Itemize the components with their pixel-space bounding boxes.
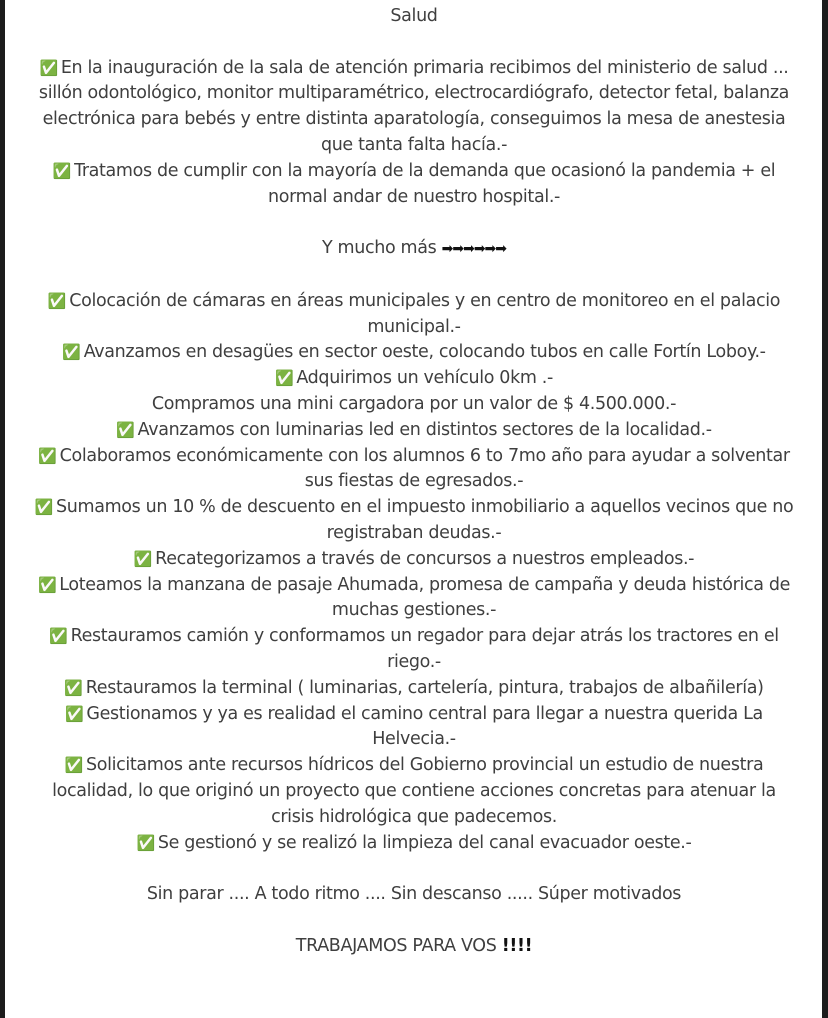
check-mark-icon: ✅ xyxy=(52,161,72,180)
spacer xyxy=(32,908,796,934)
loader-purchase-line: Compramos una mini cargadora por un valor de $ 4.500.000.- xyxy=(151,393,677,414)
check-mark-icon: ✅ xyxy=(64,678,83,697)
check-mark-icon: ✅ xyxy=(62,343,81,362)
spacer xyxy=(32,263,796,289)
achievement-item: ✅ Restauramos la terminal ( luminarias, cartelería, pintura, trabajos de albañilería) xyxy=(64,677,764,698)
check-mark-icon: ✅ xyxy=(37,575,57,594)
achievement-item: ✅ Restauramos camión y conformamos un regador para dejar atrás los tractores en el riego.- xyxy=(49,626,779,672)
right-frame-edge xyxy=(822,0,828,1018)
salud-item: ✅ Tratamos de cumplir con la mayoría de la demanda que ocasionó la pandemia + el normal andar de nuestro hospital.- xyxy=(52,160,776,207)
check-mark-icon: ✅ xyxy=(275,369,294,388)
check-mark-icon: ✅ xyxy=(47,291,67,310)
achievement-item: ✅ Recategorizamos a través de concursos a nuestros empleados.- xyxy=(133,548,695,569)
check-mark-icon: ✅ xyxy=(64,756,83,775)
spacer xyxy=(32,30,796,56)
spacer xyxy=(32,210,796,236)
achievement-item: ✅ Adquirimos un vehículo 0km .- xyxy=(275,368,553,389)
achievement-item: ✅ Se gestionó y se realizó la limpieza del canal evacuador oeste.- xyxy=(136,832,692,853)
check-mark-icon: ✅ xyxy=(133,549,153,568)
left-frame-edge xyxy=(0,0,5,1018)
check-mark-icon: ✅ xyxy=(38,446,57,465)
more-line: Y mucho más ➡➡➡➡➡➡ xyxy=(321,238,507,259)
check-mark-icon: ✅ xyxy=(136,833,155,852)
document-body xyxy=(32,4,796,959)
achievement-item: ✅ Colocación de cámaras en áreas municipales y en centro de monitoreo en el palacio municipal.- xyxy=(47,290,781,337)
exclamation-emphasis: !!!! xyxy=(501,935,533,956)
achievement-item: ✅ Gestionamos y ya es realidad el camino central para llegar a nuestra querida La Helvecia.- xyxy=(65,703,763,750)
achievement-item: ✅ Colaboramos económicamente con los alumnos 6 to 7mo año para ayudar a solventar sus fiestas de egresados.- xyxy=(38,445,790,492)
closing-line: TRABAJAMOS PARA VOS !!!! xyxy=(295,935,533,956)
check-mark-icon: ✅ xyxy=(49,627,68,646)
check-mark-icon: ✅ xyxy=(34,498,54,517)
right-arrows-icon: ➡➡➡➡➡➡ xyxy=(441,241,507,258)
section-heading: Salud xyxy=(390,6,438,26)
achievement-item: ✅ Solicitamos ante recursos hídricos del Gobierno provincial un estudio de nuestra localidad, lo que originó un proyecto que contiene acciones concretas para atenuar la crisis hidrológica que padecemos. xyxy=(52,755,776,827)
check-mark-icon: ✅ xyxy=(65,704,84,723)
achievement-item: ✅ Sumamos un 10 % de descuento en el impuesto inmobiliario a aquellos vecinos que no registraban deudas.- xyxy=(34,497,794,543)
achievement-item: ✅ Avanzamos con luminarias led en distintos sectores de la localidad.- xyxy=(116,419,712,440)
check-mark-icon: ✅ xyxy=(116,420,135,439)
achievement-item: ✅ Avanzamos en desagües en sector oeste, colocando tubos en calle Fortín Loboy.- xyxy=(62,342,766,363)
motto-line: Sin parar .... A todo ritmo .... Sin descanso ..... Súper motivados xyxy=(146,884,682,905)
salud-item: ✅ En la inauguración de la sala de atención primaria recibimos del ministerio de salud ... sillón odontológico, monitor multiparamétrico, electrocardiógrafo, detector fetal, balanza electrónica para bebés y entre distinta aparatología, conseguimos la mesa de anestesia que tanta falta hacía.- xyxy=(38,57,790,155)
spacer xyxy=(32,856,796,882)
check-mark-icon: ✅ xyxy=(39,58,58,77)
achievement-item: ✅ Loteamos la manzana de pasaje Ahumada, promesa de campaña y deuda histórica de muchas gestiones.- xyxy=(37,574,791,621)
